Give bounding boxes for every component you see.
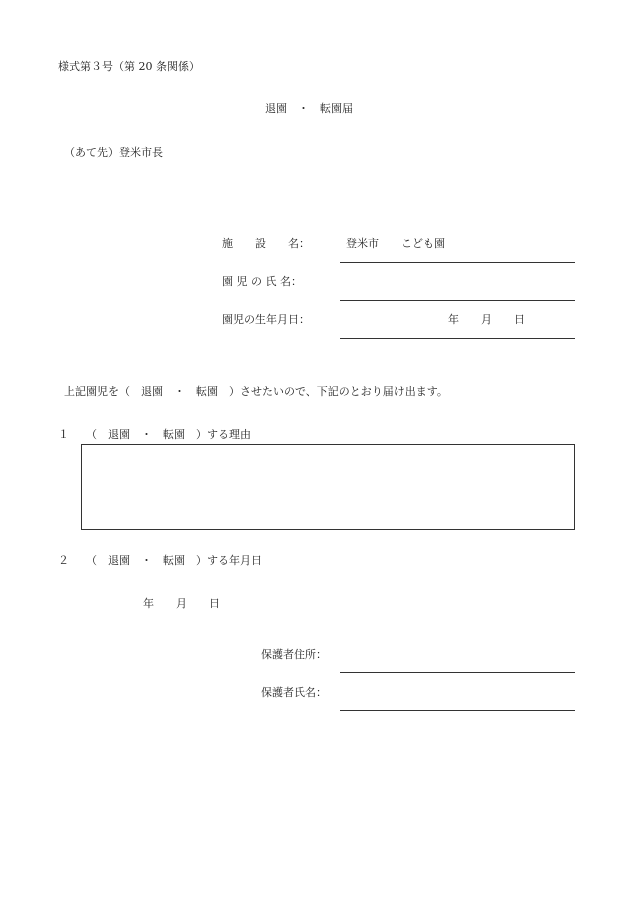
guardian-name-label: 保護者氏名： — [261, 686, 327, 699]
child-name-line[interactable] — [340, 300, 575, 301]
facility-line — [340, 262, 575, 263]
guardian-address-label: 保護者住所： — [261, 648, 327, 661]
form-title: 退園 ・ 転園届 — [265, 102, 353, 115]
section2-date: 年 月 日 — [143, 597, 220, 610]
facility-value: 登米市 こども園 — [346, 237, 445, 250]
guardian-address-line[interactable] — [340, 672, 575, 673]
form-number: 様式第３号（第 20 条関係） — [58, 60, 200, 73]
section2-number: ２ — [58, 554, 69, 567]
section1-heading: （ 退園 ・ 転園 ）する理由 — [86, 428, 251, 441]
child-birth-line[interactable] — [340, 338, 575, 339]
reason-box[interactable] — [81, 444, 575, 530]
facility-label: 施 設 名： — [222, 237, 310, 250]
birth-date-value: 年 月 日 — [448, 313, 525, 326]
child-birth-label: 園児の生年月日： — [222, 313, 310, 326]
guardian-name-line[interactable] — [340, 710, 575, 711]
section1-number: １ — [58, 428, 69, 441]
section2-heading: （ 退園 ・ 転園 ）する年月日 — [86, 554, 262, 567]
addressee: （あて先）登米市長 — [64, 146, 163, 159]
child-name-label: 園 児 の 氏 名： — [222, 275, 302, 288]
statement-text: 上記園児を（ 退園 ・ 転園 ）させたいので、下記のとおり届け出ます。 — [64, 385, 448, 398]
